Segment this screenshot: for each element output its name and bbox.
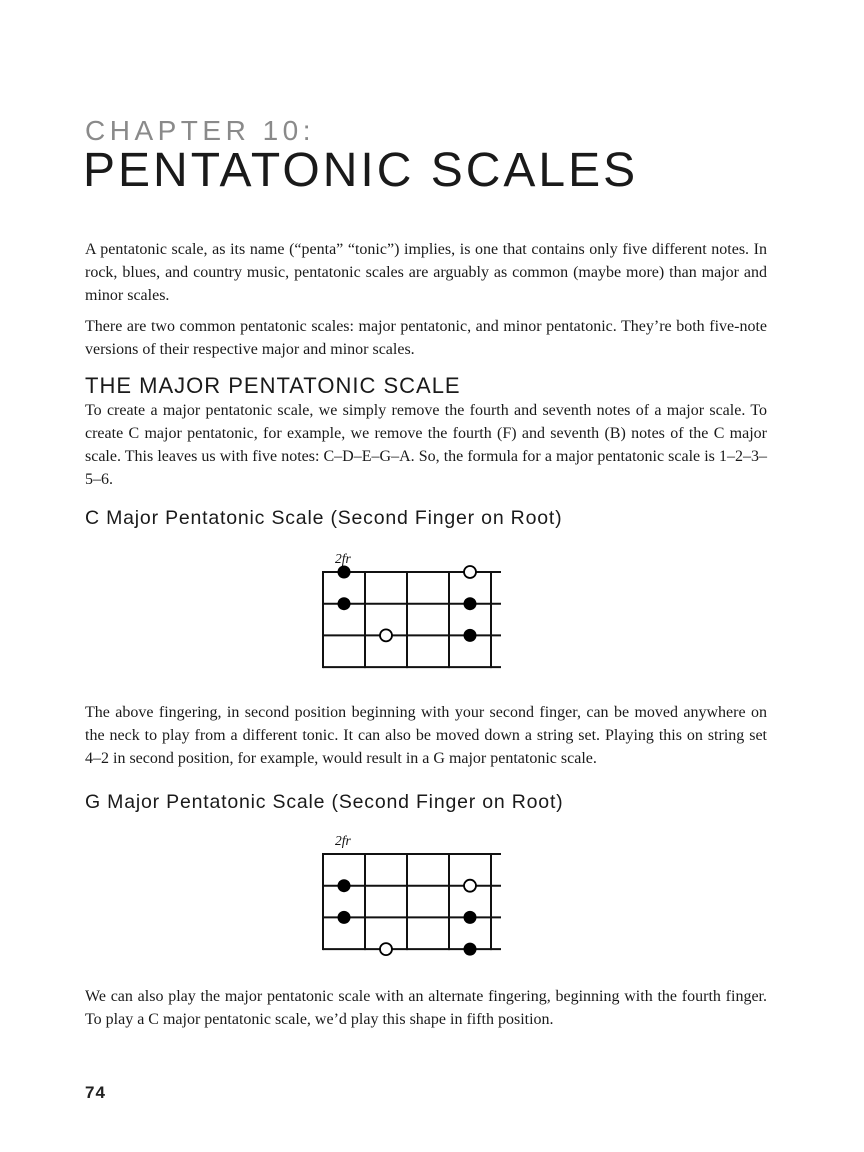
note-dot-filled bbox=[464, 943, 477, 956]
note-dot-open-root bbox=[464, 880, 476, 892]
note-dot-filled bbox=[338, 566, 351, 579]
section-paragraph-2: The above fingering, in second position beginning with your second finger, can be moved anywhere on the neck to play from a different tonic. It can also be moved down a string set. Playing this on string set 4–2 in second position, for example, would result in a G major pentatonic scale. bbox=[85, 704, 767, 767]
note-dot-filled bbox=[464, 597, 477, 610]
diagram-caption-g-major: G Major Pentatonic Scale (Second Finger on Root) bbox=[85, 791, 564, 813]
note-dot-filled bbox=[338, 911, 351, 924]
intro-paragraph-1: A pentatonic scale, as its name (“penta” “tonic”) implies, is one that contains only five different notes. In rock, blues, and country music, pentatonic scales are arguably as common (maybe more) than major and minor scales. bbox=[85, 241, 767, 304]
fretboard-diagram-c-major bbox=[300, 545, 520, 693]
chapter-label: CHAPTER 10: bbox=[85, 115, 315, 146]
fretboard-grid-svg bbox=[300, 827, 520, 975]
diagram-caption-c-major: C Major Pentatonic Scale (Second Finger on Root) bbox=[85, 507, 563, 529]
chapter-title: PENTATONIC SCALES bbox=[83, 144, 639, 197]
page-number: 74 bbox=[85, 1083, 106, 1102]
fretboard-diagram-g-major bbox=[300, 827, 520, 975]
note-dot-filled bbox=[464, 629, 477, 642]
fret-position-label: 2fr bbox=[335, 833, 351, 848]
note-dot-filled bbox=[464, 911, 477, 924]
intro-paragraph-2: There are two common pentatonic scales: major pentatonic, and minor pentatonic. They’re both five-note versions of their respective major and minor scales. bbox=[85, 318, 767, 358]
note-dot-open-root bbox=[380, 943, 392, 955]
section-paragraph-1: To create a major pentatonic scale, we simply remove the fourth and seventh notes of a major scale. To create C major pentatonic, for example, we remove the fourth (F) and seventh (B) notes of the C major scale. This leaves us with five notes: C–D–E–G–A. So, the formula for a major pentatonic scale is 1–2–3–5–6. bbox=[85, 402, 767, 488]
note-dot-open-root bbox=[380, 629, 392, 641]
section-heading-major-pentatonic: THE MAJOR PENTATONIC SCALE bbox=[85, 373, 461, 398]
note-dot-filled bbox=[338, 879, 351, 892]
fret-position-label: 2fr bbox=[335, 551, 351, 566]
section-paragraph-3: We can also play the major pentatonic scale with an alternate fingering, beginning with the fourth finger. To play a C major pentatonic scale, we’d play this shape in fifth position. bbox=[85, 988, 767, 1028]
fretboard-grid-svg bbox=[300, 545, 520, 693]
note-dot-filled bbox=[338, 597, 351, 610]
note-dot-open-root bbox=[464, 566, 476, 578]
